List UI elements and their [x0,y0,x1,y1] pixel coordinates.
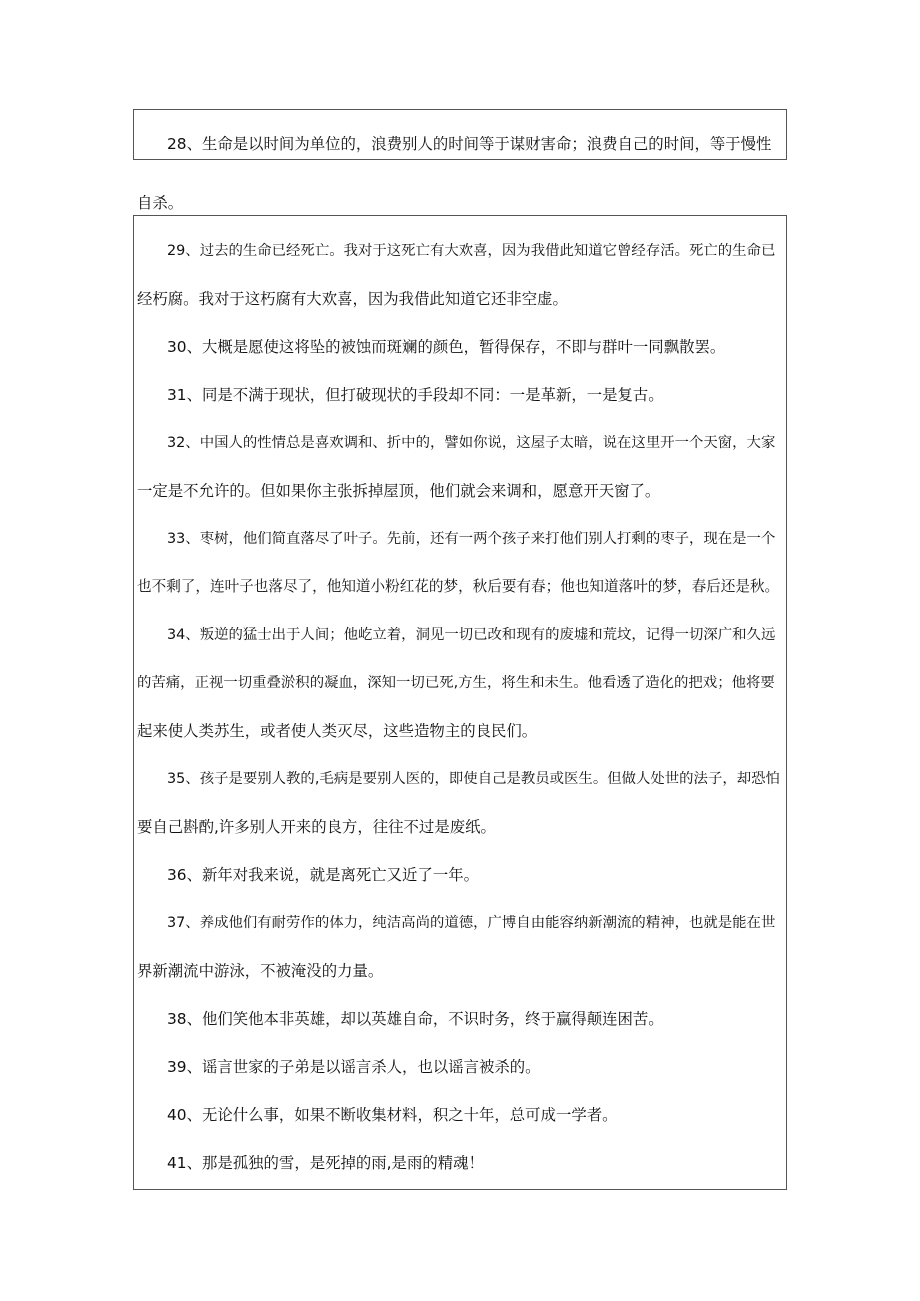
item-35-line-1: 35、孩子是要别人教的,毛病是要别人医的，即使自己是教员或医生。但做人处世的法子，却恐怕 [167,771,780,787]
item-31-line-1: 31、同是不满于现状，但打破现状的手段却不同：一是革新，一是复古。 [167,386,664,404]
item-28-line-2: 自杀。 [137,194,184,212]
item-33-line-2: 也不剩了，连叶子也落尽了，他知道小粉红花的梦，秋后要有春；他也知道落叶的梦，春后还是秋。 [137,578,780,595]
item-35-line-2: 要自己斟酌,许多别人开来的良方，往往不过是废纸。 [137,818,496,836]
item-29-line-1: 29、过去的生命已经死亡。我对于这死亡有大欢喜，因为我借此知道它曾经存活。死亡的生命已 [167,243,776,259]
item-28-line-1: 28、生命是以时间为单位的，浪费别人的时间等于谋财害命；浪费自己的时间，等于慢性 [167,135,772,153]
item-32-line-2: 一定是不允许的。但如果你主张拆掉屋顶，他们就会来调和，愿意开天窗了。 [137,482,661,500]
item-38-line-1: 38、他们笑他本非英雄，却以英雄自命，不识时务，终于赢得颠连困苦。 [167,1010,664,1028]
item-34-line-3: 起来使人类苏生，或者使人类灭尽，这些造物主的良民们。 [137,722,538,740]
item-40-line-1: 40、无论什么事，如果不断收集材料，积之十年，总可成一学者。 [167,1106,618,1124]
item-30-line-1: 30、大概是愿使这将坠的被蚀而斑斓的颜色，暂得保存，不即与群叶一同飘散罢。 [167,338,726,356]
item-39-line-1: 39、谣言世家的子弟是以谣言杀人，也以谣言被杀的。 [167,1058,541,1076]
item-37-line-2: 界新潮流中游泳，不被淹没的力量。 [137,962,384,980]
item-41-line-1: 41、那是孤独的雪，是死掉的雨,是雨的精魂！ [167,1154,484,1172]
item-36-line-1: 36、新年对我来说，就是离死亡又近了一年。 [167,866,480,884]
item-34-line-1: 34、叛逆的猛士出于人间；他屹立着，洞见一切已改和现有的废墟和荒坟，记得一切深广和久远 [167,627,776,643]
item-37-line-1: 37、养成他们有耐劳作的体力，纯洁高尚的道德，广博自由能容纳新潮流的精神，也就是能在世 [167,915,776,931]
text-box-main [133,215,787,1190]
item-33-line-1: 33、枣树，他们简直落尽了叶子。先前，还有一两个孩子来打他们别人打剩的枣子，现在是一个 [167,531,776,547]
item-34-line-2: 的苦痛，正视一切重叠淤积的凝血，深知一切已死,方生，将生和未生。他看透了造化的把戏；他将要 [137,675,775,691]
item-32-line-1: 32、中国人的性情总是喜欢调和、折中的，譬如你说，这屋子太暗，说在这里开一个天窗，大家 [167,435,776,451]
item-29-line-2: 经朽腐。我对于这朽腐有大欢喜，因为我借此知道它还非空虚。 [137,290,568,308]
